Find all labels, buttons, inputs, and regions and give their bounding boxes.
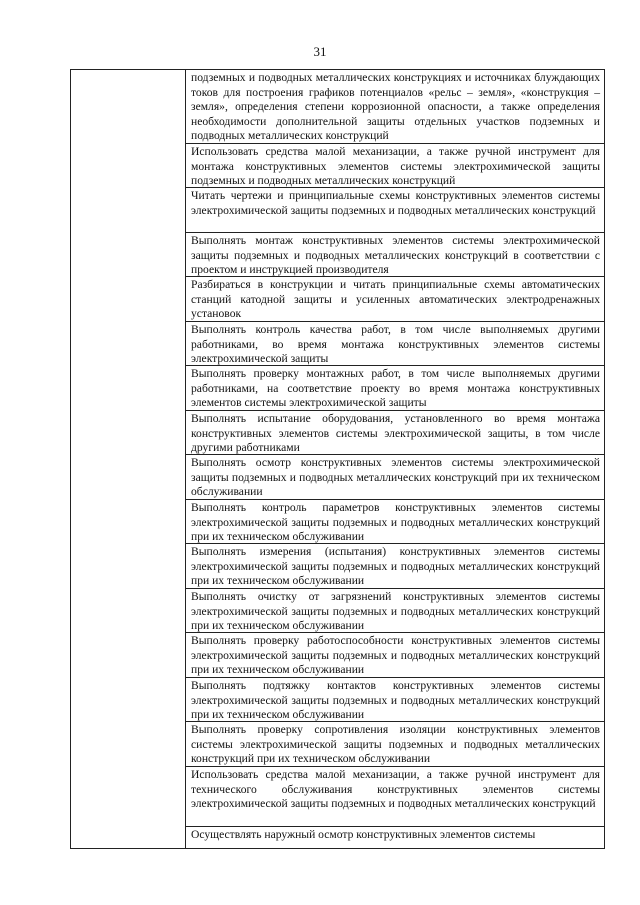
table-cell: Выполнять монтаж конструктивных элементов системы электрохимической защиты подземных и подводных металлических конструкций в соответствии с проектом и инструкцией производителя xyxy=(186,233,604,277)
table-cell: Использовать средства малой механизации, а также ручной инструмент для технического обслуживания конструктивных элементов системы электрохимической защиты подземных и подводных металлических конструкций xyxy=(186,767,604,827)
table-cell: Разбираться в конструкции и читать принципиальные схемы автоматических станций катодной защиты и усиленных автоматических электродренажных установок xyxy=(186,277,604,322)
page-number: 31 xyxy=(313,44,327,59)
table-cell: Выполнять подтяжку контактов конструктивных элементов системы электрохимической защиты подземных и подводных металлических конструкций при их техническом обслуживании xyxy=(186,678,604,722)
table-cell: Осуществлять наружный осмотр конструктивных элементов системы xyxy=(191,828,536,841)
table-cell: Выполнять проверку работоспособности конструктивных элементов системы электрохимической защиты подземных и подводных металлических конструкций при их техническом обслуживании xyxy=(186,633,604,678)
table-cell: Выполнять испытание оборудования, установленного во время монтажа конструктивных элементов системы электрохимической защиты, в том числе другими работниками xyxy=(186,411,604,455)
table-cell: Выполнять проверку сопротивления изоляции конструктивных элементов системы электрохимической защиты подземных и подводных металлических конструкций при их техническом обслуживании xyxy=(186,722,604,767)
table-cell: Выполнять контроль параметров конструктивных элементов системы электрохимической защиты подземных и подводных металлических конструкций при их техническом обслуживании xyxy=(186,500,604,544)
table-left-column xyxy=(71,70,186,848)
table-cell: Выполнять измерения (испытания) конструктивных элементов системы электрохимической защиты подземных и подводных металлических конструкций при их техническом обслуживании xyxy=(186,544,604,589)
table-cell: Выполнять проверку монтажных работ, в том числе выполняемых другими работниками, на соответствие проекту во время монтажа конструктивных элементов системы электрохимической защиты xyxy=(186,366,604,411)
table-right-column xyxy=(186,70,604,842)
skills-table xyxy=(70,69,605,849)
table-cell: Выполнять осмотр конструктивных элементов системы электрохимической защиты подземных и подводных металлических конструкций при их техническом обслуживании xyxy=(186,455,604,500)
table-cell: Выполнять очистку от загрязнений конструктивных элементов системы электрохимической защиты подземных и подводных металлических конструкций при их техническом обслуживании xyxy=(186,589,604,633)
table-cell: Читать чертежи и принципиальные схемы конструктивных элементов системы электрохимической защиты подземных и подводных металлических конструкций xyxy=(186,188,604,233)
table-cell: Выполнять контроль качества работ, в том числе выполняемых другими работниками, во время монтажа конструктивных элементов системы электрохимической защиты xyxy=(186,322,604,366)
table-cell: Использовать средства малой механизации, а также ручной инструмент для монтажа конструктивных элементов системы электрохимической защиты подземных и подводных металлических конструкций xyxy=(186,144,604,188)
table-cell: подземных и подводных металлических конструкциях и источниках блуждающих токов для построения графиков потенциалов «рельс – земля», «конструкция – земля», определения степени коррозионной опасности, а также определения необходимости дополнительной защиты отдельных участков подземных и подводных металлических конструкций xyxy=(186,70,604,144)
